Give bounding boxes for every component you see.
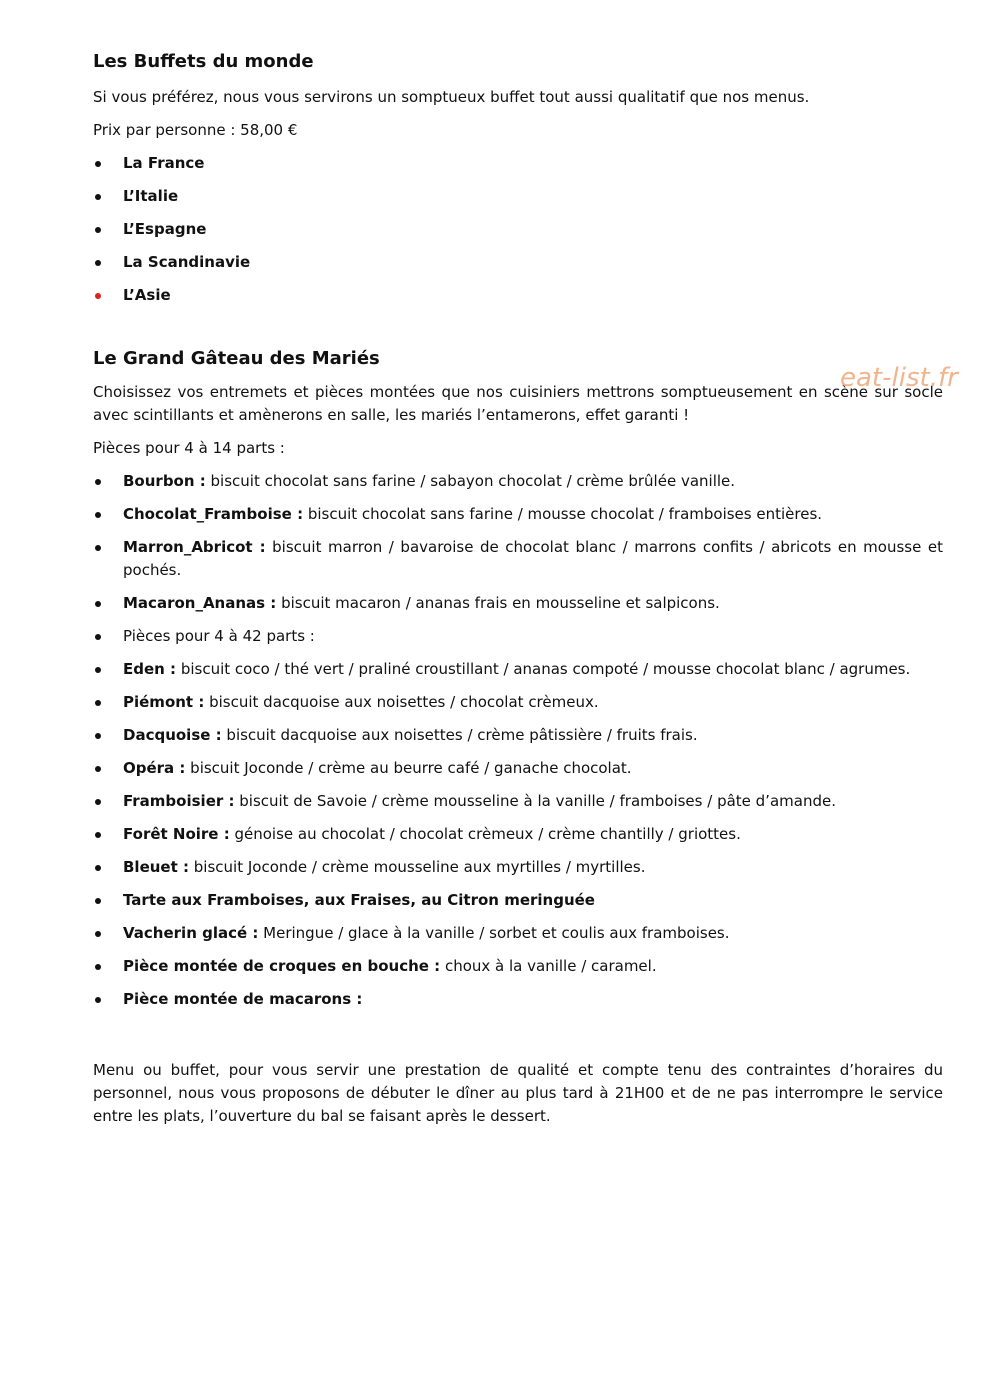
cake-item — [93, 988, 943, 1011]
bullet-icon — [95, 512, 101, 518]
gateau-section — [93, 347, 943, 1011]
cake-item-name: Piémont : — [123, 693, 205, 711]
cake-item-description: biscuit dacquoise aux noisettes / crème pâtissière / fruits frais. — [221, 726, 698, 744]
bullet-icon — [95, 865, 101, 871]
cake-item-name: Chocolat_Framboise : — [123, 505, 304, 523]
cake-item-name: Framboisier : — [123, 792, 235, 810]
cake-item-name: Tarte aux Framboises, aux Fraises, au Citron meringuée — [123, 891, 595, 909]
cake-item-name: Forêt Noire : — [123, 825, 230, 843]
cake-item-description: biscuit chocolat sans farine / sabayon chocolat / crème brûlée vanille. — [205, 472, 736, 490]
bullet-icon — [95, 545, 101, 551]
bullet-icon — [95, 931, 101, 937]
bullet-icon — [95, 898, 101, 904]
cake-item-name: Eden : — [123, 660, 177, 678]
bullet-icon — [95, 766, 101, 772]
cake-item-description: biscuit de Savoie / crème mousseline à la vanille / framboises / pâte d’amande. — [234, 792, 836, 810]
cake-item — [93, 724, 943, 747]
cake-item-name: Marron_Abricot : — [123, 538, 266, 556]
buffet-item — [93, 218, 943, 241]
bullet-icon — [95, 799, 101, 805]
buffet-item — [93, 251, 943, 274]
gateau-intro: Choisissez vos entremets et pièces montées que nos cuisiniers mettrons somptueusement en scène sur socle avec scintillants et amènerons en salle, les mariés l’entamerons, effet garanti ! — [93, 383, 943, 424]
cake-item-name: Bourbon : — [123, 472, 206, 490]
gateau-heading: Le Grand Gâteau des Mariés — [93, 348, 380, 369]
cake-item-description: biscuit marron / bavaroise de chocolat blanc / marrons confits / abricots en mousse et pochés. — [123, 538, 943, 579]
cake-item-description: biscuit dacquoise aux noisettes / chocolat crèmeux. — [204, 693, 599, 711]
cake-item-description: Pièces pour 4 à 42 parts : — [123, 627, 315, 645]
bullet-icon — [95, 194, 101, 200]
cake-item — [93, 470, 943, 493]
cake-item — [93, 658, 943, 681]
buffet-item — [93, 152, 943, 175]
cake-item-description: Meringue / glace à la vanille / sorbet et coulis aux framboises. — [258, 924, 730, 942]
cake-item — [93, 823, 943, 846]
cake-item — [93, 955, 943, 978]
cake-item — [93, 889, 943, 912]
cake-item — [93, 757, 943, 780]
buffet-item — [93, 284, 943, 307]
buffet-item-label: La France — [123, 154, 205, 172]
cake-item-name: Pièce montée de croques en bouche : — [123, 957, 441, 975]
gateau-list — [93, 470, 943, 1011]
cake-item — [93, 592, 943, 615]
bullet-icon — [95, 700, 101, 706]
cake-item-name: Bleuet : — [123, 858, 189, 876]
cake-item — [93, 790, 943, 813]
bullet-icon — [95, 964, 101, 970]
buffet-item-label: La Scandinavie — [123, 253, 251, 271]
cake-item-description: biscuit macaron / ananas frais en mousseline et salpicons. — [276, 594, 720, 612]
cake-item-name: Vacherin glacé : — [123, 924, 259, 942]
bullet-icon — [95, 227, 101, 233]
bullet-icon — [95, 634, 101, 640]
bullet-icon — [95, 733, 101, 739]
bullet-icon — [95, 260, 101, 266]
buffets-price: Prix par personne : 58,00 € — [93, 121, 298, 139]
buffets-list — [93, 152, 943, 307]
cake-item-name: Macaron_Ananas : — [123, 594, 277, 612]
buffet-item-label: L’Espagne — [123, 220, 207, 238]
footer-note: Menu ou buffet, pour vous servir une prestation de qualité et compte tenu des contraintes d’horaires du personnel, nous vous proposons de débuter le dîner au plus tard à 21H00 et de ne pas interrompre le service entre les plats, l’ouverture du bal se faisant après le dessert. — [93, 1061, 943, 1125]
cake-item-description: choux à la vanille / caramel. — [440, 957, 657, 975]
cake-item-description: génoise au chocolat / chocolat crèmeux / crème chantilly / griottes. — [229, 825, 741, 843]
bullet-icon — [95, 832, 101, 838]
cake-item-description: biscuit Joconde / crème mousseline aux myrtilles / myrtilles. — [189, 858, 646, 876]
buffet-item-label: L’Asie — [123, 286, 171, 304]
document-page — [93, 50, 943, 1128]
gateau-parts-label: Pièces pour 4 à 14 parts : — [93, 439, 285, 457]
cake-item-description: biscuit Joconde / crème au beurre café / ganache chocolat. — [185, 759, 632, 777]
buffet-item — [93, 185, 943, 208]
cake-item — [93, 922, 943, 945]
bullet-icon — [95, 161, 101, 167]
buffets-intro: Si vous préférez, nous vous servirons un somptueux buffet tout aussi qualitatif que nos menus. — [93, 88, 810, 106]
bullet-icon — [95, 667, 101, 673]
cake-item-name: Pièce montée de macarons : — [123, 990, 363, 1008]
bullet-icon — [95, 997, 101, 1003]
watermark-logo: eat-list.fr — [840, 363, 958, 393]
buffet-item-label: L’Italie — [123, 187, 179, 205]
cake-item-name: Opéra : — [123, 759, 186, 777]
bullet-icon — [95, 601, 101, 607]
cake-item — [93, 503, 943, 526]
cake-item — [93, 856, 943, 879]
bullet-icon — [95, 479, 101, 485]
cake-item-description: biscuit chocolat sans farine / mousse chocolat / framboises entières. — [303, 505, 823, 523]
cake-item-description: biscuit coco / thé vert / praliné croustillant / ananas compoté / mousse chocolat blanc / agrumes. — [176, 660, 911, 678]
bullet-icon — [95, 293, 101, 299]
cake-item — [93, 625, 943, 648]
buffets-heading: Les Buffets du monde — [93, 51, 314, 72]
cake-item — [93, 691, 943, 714]
cake-item — [93, 536, 943, 582]
cake-item-name: Dacquoise : — [123, 726, 222, 744]
